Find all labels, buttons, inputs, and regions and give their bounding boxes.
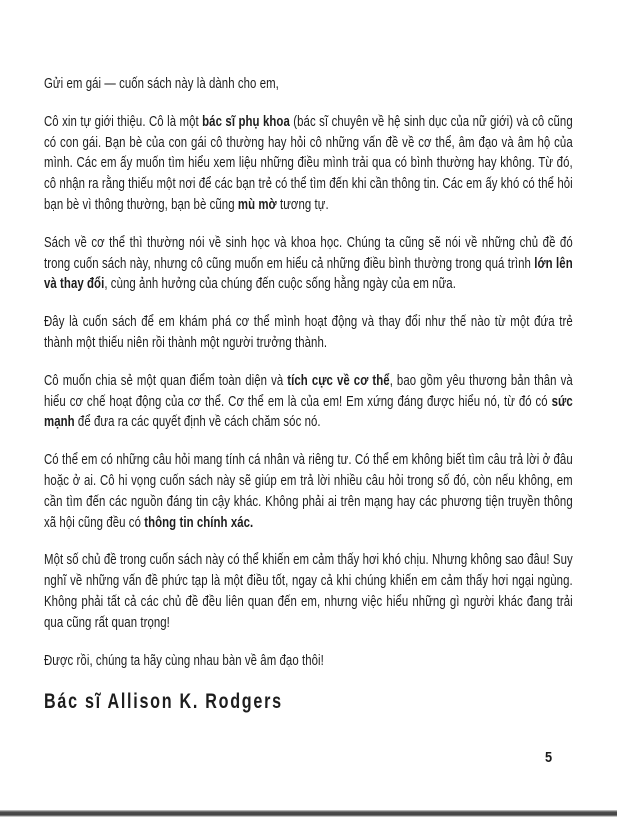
letter-greeting: Gửi em gái — cuốn sách này là dành cho em,	[44, 75, 279, 92]
letter-paragraph-book-scope: Sách về cơ thể thì thường nói về sinh học và khoa học. Chúng ta cũng sẽ nói về những chủ đề đó trong cuốn sách này, nhưng cô cũng muốn em hiểu cả những điều bình thường trong quá trình lớn lên và thay đổi, cùng ảnh hưởng của chúng đến cuộc sống hằng ngày của em nữa.	[44, 233, 573, 293]
letter-closing: Được rồi, chúng ta hãy cùng nhau bàn về âm đạo thôi!	[44, 651, 324, 669]
page-number: 5	[545, 749, 553, 766]
letter-signature: Bác sĩ Allison K. Rodgers	[44, 689, 283, 714]
letter-paragraph-discovery: Đây là cuốn sách để em khám phá cơ thể mình hoạt động và thay đổi như thế nào từ một đứa trẻ thành một thiếu niên rồi thành một người trưởng thành.	[44, 313, 573, 351]
letter-body	[44, 74, 573, 714]
page-bottom-edge	[0, 810, 617, 817]
letter-paragraph-body-positive: Cô muốn chia sẻ một quan điểm toàn diện và tích cực về cơ thể, bao gồm yêu thương bản thân và hiểu cơ chế hoạt động của cơ thể. Cơ thể em là của em! Em xứng đáng được hiểu nó, từ đó có sức mạnh để đưa ra các quyết định về cách chăm sóc nó.	[44, 371, 573, 431]
letter-paragraph-questions: Có thể em có những câu hỏi mang tính cá nhân và riêng tư. Có thể em không biết tìm câu trả lời ở đâu hoặc ở ai. Cô hi vọng cuốn sách này sẽ giúp em trả lời nhiều câu hỏi trong số đó, còn nếu không, em cần tìm đến các nguồn đáng tin cậy khác. Không phải ai trên mạng hay các phương tiện truyền thông xã hội cũng đều có thông tin chính xác.	[44, 451, 573, 531]
letter-paragraph-intro-doctor: Cô xin tự giới thiệu. Cô là một bác sĩ phụ khoa (bác sĩ chuyên về hệ sinh dục của nữ giới) và cô cũng có con gái. Bạn bè của con gái cô thường hay hỏi cô những vấn đề về cơ thể, âm đạo và âm hộ của mình. Các em ấy muốn tìm hiểu xem liệu những điều mình trải qua có bình thường hay không. Từ đó, cô nhận ra rằng thiếu một nơi để các bạn trẻ có thể tìm đến khi cần thông tin. Các em ấy khó có thể hỏi bạn bè vì thông thường, bạn bè cũng mù mờ tương tự.	[44, 112, 573, 213]
letter-paragraph-uncomfortable-topics: Một số chủ đề trong cuốn sách này có thể khiến em cảm thấy hơi khó chịu. Nhưng không sao đâu! Suy nghĩ về những vấn đề phức tạp là một điều tốt, ngay cả khi chúng khiến em cảm thấy hơi ngại ngùng. Không phải tất cả các chủ đề đều liên quan đến em, nhưng việc hiểu những gì người khác đang trải qua cũng rất quan trọng!	[44, 551, 573, 631]
